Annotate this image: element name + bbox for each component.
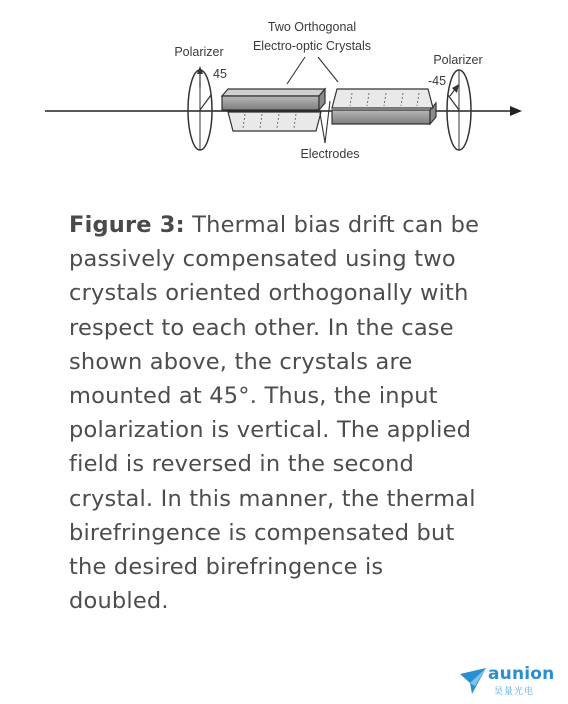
- electrodes-label: Electrodes: [300, 147, 360, 161]
- right-polarizer-icon: [447, 70, 471, 150]
- crystals-label-line2: Electro-optic Crystals: [252, 39, 372, 53]
- watermark-subtitle: 昊量光电: [494, 687, 535, 697]
- right-polarizer-label: Polarizer: [433, 53, 483, 67]
- left-angle-label: 45: [213, 67, 227, 81]
- crystal-one-icon: [222, 89, 325, 131]
- optical-setup-diagram: [0, 0, 568, 180]
- left-polarizer-icon: [188, 66, 212, 150]
- crystal-two-icon: [332, 89, 436, 124]
- aunion-logo-icon: [458, 666, 488, 696]
- right-angle-label: -45: [428, 74, 447, 88]
- watermark-brand: aunion: [488, 664, 555, 684]
- figure-caption: [69, 208, 489, 618]
- caption-label: Figure 3:: [69, 212, 185, 238]
- caption-text: Thermal bias drift can be passively compensated using two crystals oriented orthogonally with respect to each other. In the case shown above, the crystals are mounted at 45°. Thus, the input polarization is vertical. The applied field is reversed in the second crystal. In this manner, the thermal birefringence is compensated but the desired birefringence is doubled.: [69, 212, 480, 615]
- crystals-label-line1: Two Orthogonal: [267, 20, 357, 34]
- left-polarizer-label: Polarizer: [174, 45, 224, 59]
- aunion-watermark: [458, 664, 562, 698]
